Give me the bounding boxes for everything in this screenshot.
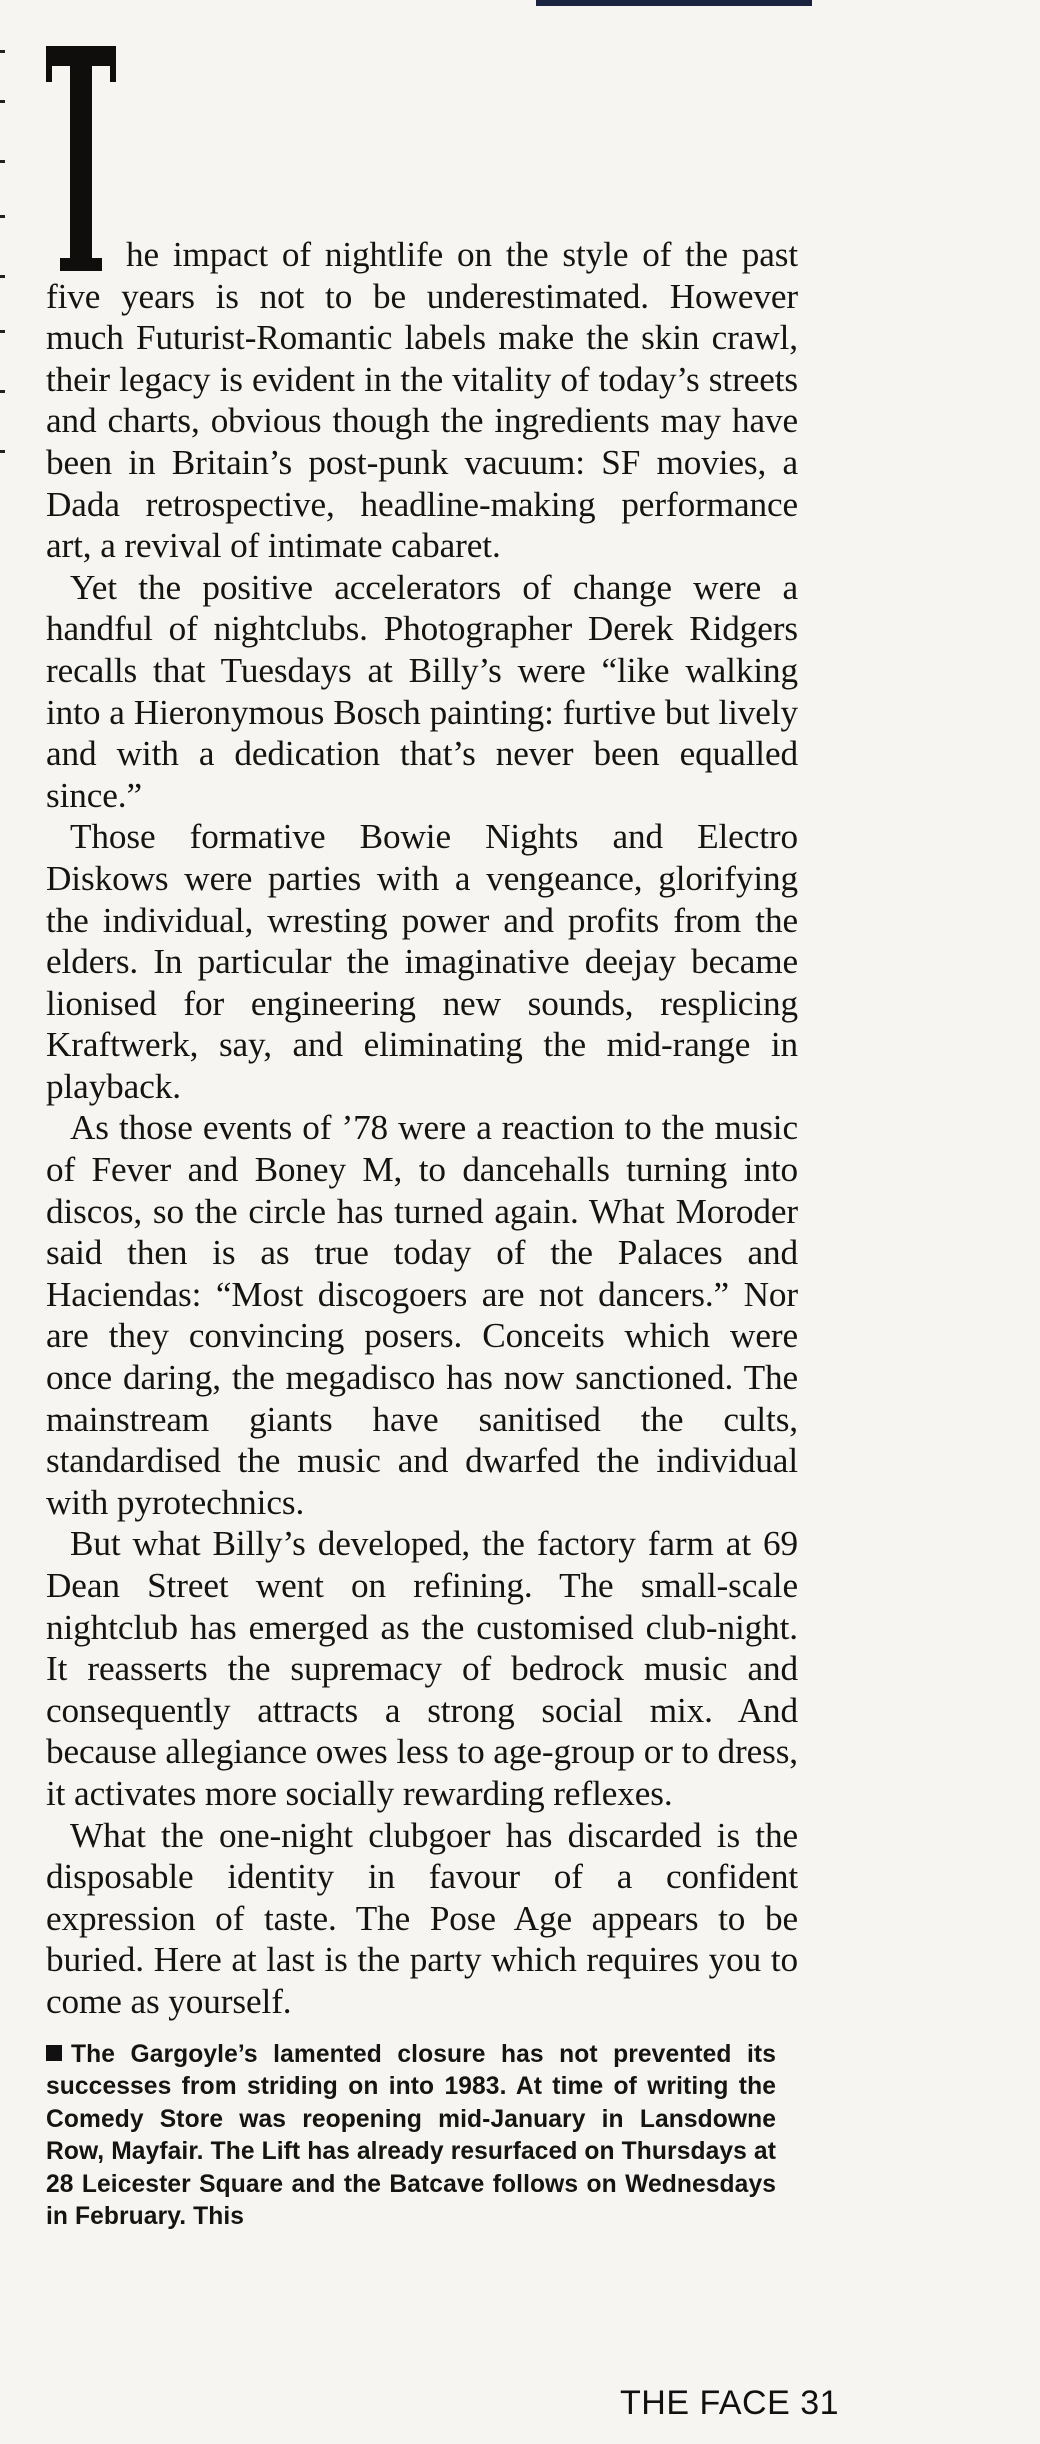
club-notes-text: The Gargoyle’s lamented closure has not prevented its successes from striding on into 1983. At time of writing the Comedy Store was reopening mid-January in Lansdowne Row, Mayfair. The Lift has already resurfaced on Thursdays at 28 Leicester Square and the Batcave follows on Wednesdays in February. This — [46, 2040, 776, 2231]
page-folio: THE FACE 31 — [620, 2384, 840, 2422]
top-rule — [536, 0, 812, 6]
paragraph-1: he impact of nightlife on the style of the past five years is not to be underestimated. However much Futurist-Romantic labels make the skin crawl, their legacy is evident in the vitality of today’s streets and charts, obvious though the ingredients may have been in Britain’s post-punk vacuum: SF movies, a Dada retrospective, headline-making performance art, a revival of intimate cabaret. — [46, 235, 798, 566]
square-bullet-icon — [46, 2045, 62, 2061]
paragraph-5: But what Billy’s developed, the factory farm at 69 Dean Street went on refining. The small-scale nightclub has emerged as the customised club-night. It reasserts the supremacy of bedrock music and consequently attracts a strong social mix. And because allegiance owes less to age-group or to dress, it activates more socially rewarding reflexes. — [46, 1524, 798, 1813]
paragraph-2: Yet the positive accelerators of change were a handful of nightclubs. Photographer Derek Ridgers recalls that Tuesdays at Billy’s were “like walking into a Hieronymous Bosch painting: furtive but lively and with a dedication that’s never been equalled since.” — [46, 567, 798, 815]
paragraph-4: As those events of ’78 were a reaction to the music of Fever and Boney M, to dancehalls turning into discos, so the circle has turned again. What Moroder said then is as true today of the Palaces and Haciendas: “Most discogoers are not dancers.” Nor are they convincing posers. Conceits which were once daring, the megadisco has now sanctioned. The mainstream giants have sanitised the cults, standardised the music and dwarfed the individual with pyrotechnics. — [46, 1108, 798, 1522]
page-edge-marks — [0, 40, 8, 480]
club-notes — [46, 2039, 776, 2234]
paragraph-6: What the one-night clubgoer has discarded is the disposable identity in favour of a confident expression of taste. The Pose Age appears to be buried. Here at last is the party which requires you to come as yourself. — [46, 1815, 798, 2021]
article-body — [46, 34, 798, 2234]
paragraph-3: Those formative Bowie Nights and Electro Diskows were parties with a vengeance, glorifying the individual, wresting power and profits from the elders. In particular the imaginative deejay became lionised for engineering new sounds, resplicing Kraftwerk, say, and eliminating the mid-range in playback. — [46, 817, 798, 1106]
drop-cap — [46, 46, 116, 271]
